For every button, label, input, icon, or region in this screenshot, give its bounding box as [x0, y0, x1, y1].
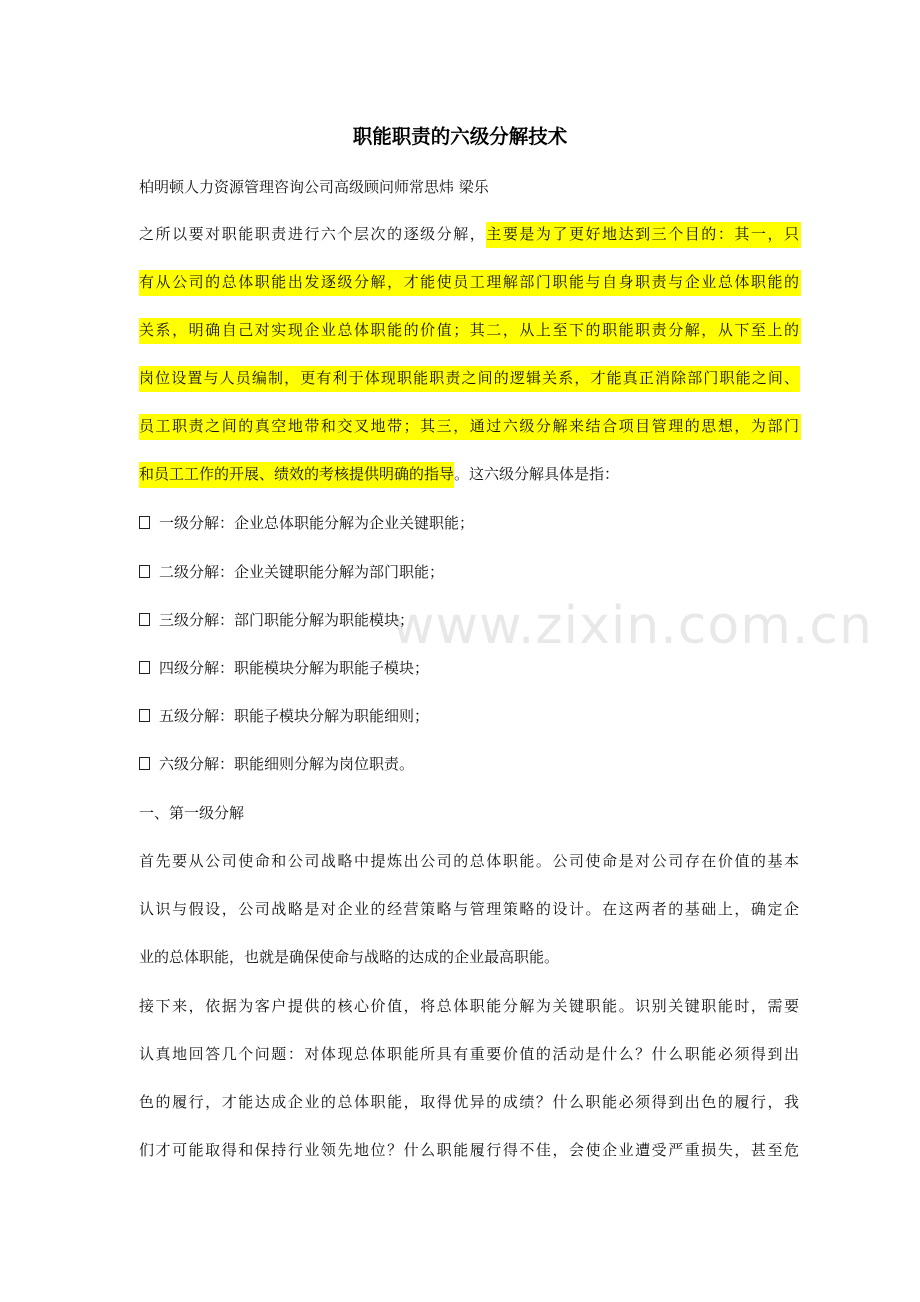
paragraph-line: 色的履行，才能达成企业的总体职能，取得优异的成绩？什么职能必须得到出色的履行，我	[139, 1093, 801, 1111]
list-item-text: 一级分解：企业总体职能分解为企业关键职能；	[159, 514, 475, 532]
paragraph-line: 业的总体职能，也就是确保使命与战略的达成的企业最高职能。	[139, 948, 560, 966]
intro-text: 之所以要对职能职责进行六个层次的逐级分解，	[139, 225, 487, 243]
highlighted-text: 关系，明确自己对实现企业总体职能的价值；其二，从上至下的职能职责分解，从下至上的	[139, 318, 801, 344]
intro-line-3	[139, 319, 799, 341]
box-bullet-icon	[139, 516, 150, 529]
paragraph-line: 们才可能取得和保持行业领先地位？什么职能履行得不佳，会使企业遭受严重损失，甚至危	[139, 1141, 801, 1159]
paragraph-line: 接下来，依据为客户提供的核心价值，将总体职能分解为关键职能。识别关键职能时，需要	[139, 997, 801, 1015]
box-bullet-icon	[139, 661, 150, 674]
watermark: www.zixin.com.cn	[392, 596, 873, 656]
byline: 柏明顿人力资源管理咨询公司高级顾问师常思炜 梁乐	[139, 178, 489, 196]
paragraph-line: 认真地回答几个问题：对体现总体职能所具有重要价值的活动是什么？什么职能必须得到出	[139, 1045, 801, 1063]
intro-line-1	[139, 223, 799, 245]
list-item	[139, 657, 799, 679]
box-bullet-icon	[139, 709, 150, 722]
list-item-text: 四级分解：职能模块分解为职能子模块；	[159, 659, 430, 677]
list-item-text: 六级分解：职能细则分解为岗位职责。	[159, 755, 415, 773]
intro-line-5	[139, 415, 799, 437]
paragraph-line: 首先要从公司使命和公司战略中提炼出公司的总体职能。公司使命是对公司存在价值的基本	[139, 852, 801, 870]
highlighted-text: 员工职责之间的真空地带和交叉地带；其三，通过六级分解来结合项目管理的思想，为部门	[139, 414, 801, 440]
intro-line-4	[139, 367, 799, 389]
document-title: 职能职责的六级分解技术	[352, 125, 568, 148]
list-item-text: 五级分解：职能子模块分解为职能细则；	[159, 707, 430, 725]
highlighted-text: 主要是为了更好地达到三个目的：其一，只	[486, 222, 800, 248]
section-heading: 一、第一级分解	[139, 804, 245, 822]
list-item	[139, 561, 799, 583]
intro-line-2	[139, 271, 799, 293]
list-item	[139, 512, 799, 534]
box-bullet-icon	[139, 565, 150, 578]
intro-text: 。这六级分解具体是指：	[454, 465, 620, 483]
highlighted-text: 岗位设置与人员编制，更有利于体现职能职责之间的逻辑关系，才能真正消除部门职能之间、	[139, 366, 800, 392]
list-item-text: 三级分解：部门职能分解为职能模块；	[159, 611, 415, 629]
list-item	[139, 753, 799, 775]
box-bullet-icon	[139, 757, 150, 770]
list-item-text: 二级分解：企业关键职能分解为部门职能；	[159, 563, 445, 581]
box-bullet-icon	[139, 613, 150, 626]
highlighted-text: 有从公司的总体职能出发逐级分解，才能使员工理解部门职能与自身职责与企业总体职能的	[139, 270, 801, 296]
paragraph-line: 认识与假设，公司战略是对企业的经营策略与管理策略的设计。在这两者的基础上，确定企	[139, 900, 801, 918]
intro-line-6	[139, 463, 799, 485]
list-item	[139, 705, 799, 727]
highlighted-text: 和员工工作的开展、绩效的考核提供明确的指导	[139, 462, 454, 488]
